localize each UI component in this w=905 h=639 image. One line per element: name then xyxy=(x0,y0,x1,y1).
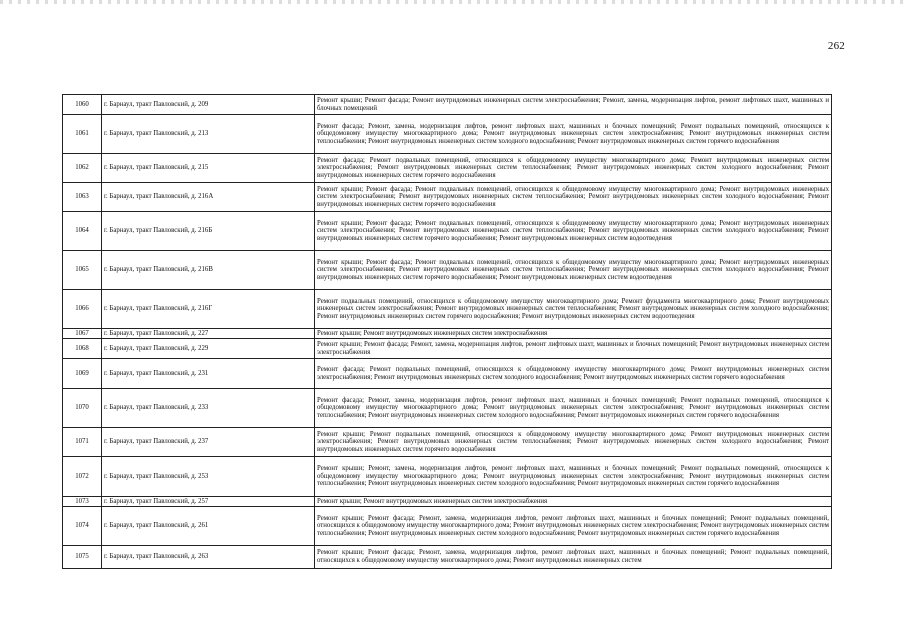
table-row xyxy=(63,546,832,569)
table-row xyxy=(63,154,832,183)
table-row xyxy=(63,339,832,359)
row-works: Ремонт крыши; Ремонт подвальных помещений, относящихся к общедомовому имуществу многоквартирного дома; Ремонт внутридомовых инженерных систем электроснабжения; Ремонт внутридомовых инженерных систем теплоснабжения; Ремонт внутридомовых инженерных систем холодного водоснабжения; Ремонт внутридомовых инженерных систем горячего водоснабжения xyxy=(315,428,832,457)
table-row xyxy=(63,183,832,212)
row-address: г. Барнаул, тракт Павловский, д. 231 xyxy=(102,359,315,389)
row-address: г. Барнаул, тракт Павловский, д. 253 xyxy=(102,457,315,497)
row-address: г. Барнаул, тракт Павловский, д. 216Б xyxy=(102,212,315,251)
table-row xyxy=(63,457,832,497)
row-number: 1071 xyxy=(63,428,102,457)
row-number: 1066 xyxy=(63,290,102,329)
row-works: Ремонт крыши; Ремонт фасада; Ремонт подвальных помещений, относящихся к общедомовому имуществу многоквартирного дома; Ремонт внутридомовых инженерных систем электроснабжения; Ремонт внутридомовых инженерных систем теплоснабжения; Ремонт внутридомовых инженерных систем холодного водоснабжения; Ремонт внутридомовых инженерных систем горячего водоснабжения; Ремонт внутридомовых инженерных систем водоотведения xyxy=(315,251,832,290)
table-row xyxy=(63,95,832,115)
table-row xyxy=(63,115,832,154)
row-address: г. Барнаул, тракт Павловский, д. 233 xyxy=(102,389,315,428)
row-address: г. Барнаул, тракт Павловский, д. 257 xyxy=(102,497,315,507)
row-number: 1067 xyxy=(63,329,102,339)
row-address: г. Барнаул, тракт Павловский, д. 215 xyxy=(102,154,315,183)
table-row xyxy=(63,359,832,389)
table-row xyxy=(63,212,832,251)
row-works: Ремонт фасада; Ремонт подвальных помещений, относящихся к общедомовому имуществу многоквартирного дома; Ремонт внутридомовых инженерных систем электроснабжения; Ремонт внутридомовых инженерных систем теплоснабжения; Ремонт внутридомовых инженерных систем холодного водоснабжения; Ремонт внутридомовых инженерных систем горячего водоснабжения xyxy=(315,154,832,183)
page-number: 262 xyxy=(827,40,845,52)
row-works: Ремонт крыши; Ремонт фасада; Ремонт, замена, модернизация лифтов, ремонт лифтовых шахт, машинных и блочных помещений; Ремонт подвальных помещений, относящихся к общедомовому имуществу многоквартирного дома; Ремонт внутридомовых инженерных систем электроснабжения; Ремонт внутридомовых инженерных систем теплоснабжения; Ремонт внутридомовых инженерных систем холодного водоснабжения; Ремонт внутридомовых инженерных систем горячего водоснабжения xyxy=(315,507,832,546)
table-row xyxy=(63,428,832,457)
row-works: Ремонт крыши; Ремонт фасада; Ремонт, замена, модернизация лифтов, ремонт лифтовых шахт, машинных и блочных помещений; Ремонт внутридомовых инженерных систем электроснабжения xyxy=(315,339,832,359)
table-row xyxy=(63,507,832,546)
row-address: г. Барнаул, тракт Павловский, д. 216Г xyxy=(102,290,315,329)
row-address: г. Барнаул, тракт Павловский, д. 237 xyxy=(102,428,315,457)
row-number: 1063 xyxy=(63,183,102,212)
row-works: Ремонт фасада; Ремонт, замена, модернизация лифтов, ремонт лифтовых шахт, машинных и блочных помещений; Ремонт подвальных помещений, относящихся к общедомовому имуществу многоквартирного дома; Ремонт внутридомовых инженерных систем электроснабжения; Ремонт внутридомовых инженерных систем теплоснабжения; Ремонт внутридомовых инженерных систем холодного водоснабжения; Ремонт внутридомовых инженерных систем горячего водоснабжения xyxy=(315,115,832,154)
row-number: 1070 xyxy=(63,389,102,428)
table-row xyxy=(63,329,832,339)
scan-edge-artifact xyxy=(0,0,905,4)
row-address: г. Барнаул, тракт Павловский, д. 209 xyxy=(102,95,315,115)
row-address: г. Барнаул, тракт Павловский, д. 227 xyxy=(102,329,315,339)
row-address: г. Барнаул, тракт Павловский, д. 229 xyxy=(102,339,315,359)
row-works: Ремонт фасада; Ремонт подвальных помещений, относящихся к общедомовому имуществу многоквартирного дома; Ремонт внутридомовых инженерных систем электроснабжения; Ремонт внутридомовых инженерных систем холодного водоснабжения; Ремонт внутридомовых инженерных систем горячего водоснабжения xyxy=(315,359,832,389)
row-number: 1072 xyxy=(63,457,102,497)
row-works: Ремонт крыши; Ремонт внутридомовых инженерных систем электроснабжения xyxy=(315,329,832,339)
table-row xyxy=(63,290,832,329)
row-number: 1060 xyxy=(63,95,102,115)
row-number: 1062 xyxy=(63,154,102,183)
row-address: г. Барнаул, тракт Павловский, д. 263 xyxy=(102,546,315,569)
row-number: 1068 xyxy=(63,339,102,359)
row-works: Ремонт крыши; Ремонт фасада; Ремонт подвальных помещений, относящихся к общедомовому имуществу многоквартирного дома; Ремонт внутридомовых инженерных систем электроснабжения; Ремонт внутридомовых инженерных систем теплоснабжения; Ремонт внутридомовых инженерных систем холодного водоснабжения; Ремонт внутридомовых инженерных систем горячего водоснабжения xyxy=(315,183,832,212)
row-works: Ремонт крыши; Ремонт фасада; Ремонт подвальных помещений, относящихся к общедомовому имуществу многоквартирного дома; Ремонт внутридомовых инженерных систем электроснабжения; Ремонт внутридомовых инженерных систем теплоснабжения; Ремонт внутридомовых инженерных систем холодного водоснабжения; Ремонт внутридомовых инженерных систем горячего водоснабжения; Ремонт внутридомовых инженерных систем водоотведения xyxy=(315,212,832,251)
row-number: 1061 xyxy=(63,115,102,154)
table-row xyxy=(63,389,832,428)
row-works: Ремонт крыши; Ремонт фасада; Ремонт, замена, модернизация лифтов, ремонт лифтовых шахт, машинных и блочных помещений; Ремонт подвальных помещений, относящихся к общедомовому имуществу многоквартирного дома; Ремонт внутридомовых инженерных систем xyxy=(315,546,832,569)
row-address: г. Барнаул, тракт Павловский, д. 216В xyxy=(102,251,315,290)
row-number: 1073 xyxy=(63,497,102,507)
row-address: г. Барнаул, тракт Павловский, д. 216А xyxy=(102,183,315,212)
row-works: Ремонт крыши; Ремонт фасада; Ремонт внутридомовых инженерных систем электроснабжения; Ремонт, замена, модернизация лифтов, ремонт лифтовых шахт, машинных и блочных помещений xyxy=(315,95,832,115)
table-row xyxy=(63,251,832,290)
row-works: Ремонт крыши; Ремонт внутридомовых инженерных систем электроснабжения xyxy=(315,497,832,507)
row-works: Ремонт подвальных помещений, относящихся к общедомовому имуществу многоквартирного дома; Ремонт фундамента многоквартирного дома; Ремонт внутридомовых инженерных систем электроснабжения; Ремонт внутридомовых инженерных систем теплоснабжения; Ремонт внутридомовых инженерных систем холодного водоснабжения; Ремонт внутридомовых инженерных систем горячего водоснабжения; Ремонт внутридомовых инженерных систем водоотведения xyxy=(315,290,832,329)
row-number: 1064 xyxy=(63,212,102,251)
repair-register-table xyxy=(62,94,832,569)
row-number: 1075 xyxy=(63,546,102,569)
row-number: 1065 xyxy=(63,251,102,290)
row-address: г. Барнаул, тракт Павловский, д. 213 xyxy=(102,115,315,154)
row-number: 1069 xyxy=(63,359,102,389)
row-works: Ремонт крыши; Ремонт, замена, модернизация лифтов, ремонт лифтовых шахт, машинных и блочных помещений; Ремонт подвальных помещений, относящихся к общедомовому имуществу многоквартирного дома; Ремонт внутридомовых инженерных систем электроснабжения; Ремонт внутридомовых инженерных систем теплоснабжения; Ремонт внутридомовых инженерных систем холодного водоснабжения; Ремонт внутридомовых инженерных систем горячего водоснабжения xyxy=(315,457,832,497)
table-row xyxy=(63,497,832,507)
row-number: 1074 xyxy=(63,507,102,546)
row-works: Ремонт фасада; Ремонт, замена, модернизация лифтов, ремонт лифтовых шахт, машинных и блочных помещений; Ремонт подвальных помещений, относящихся к общедомовому имуществу многоквартирного дома; Ремонт внутридомовых инженерных систем электроснабжения; Ремонт внутридомовых инженерных систем теплоснабжения; Ремонт внутридомовых инженерных систем холодного водоснабжения; Ремонт внутридомовых инженерных систем горячего водоснабжения xyxy=(315,389,832,428)
row-address: г. Барнаул, тракт Павловский, д. 261 xyxy=(102,507,315,546)
